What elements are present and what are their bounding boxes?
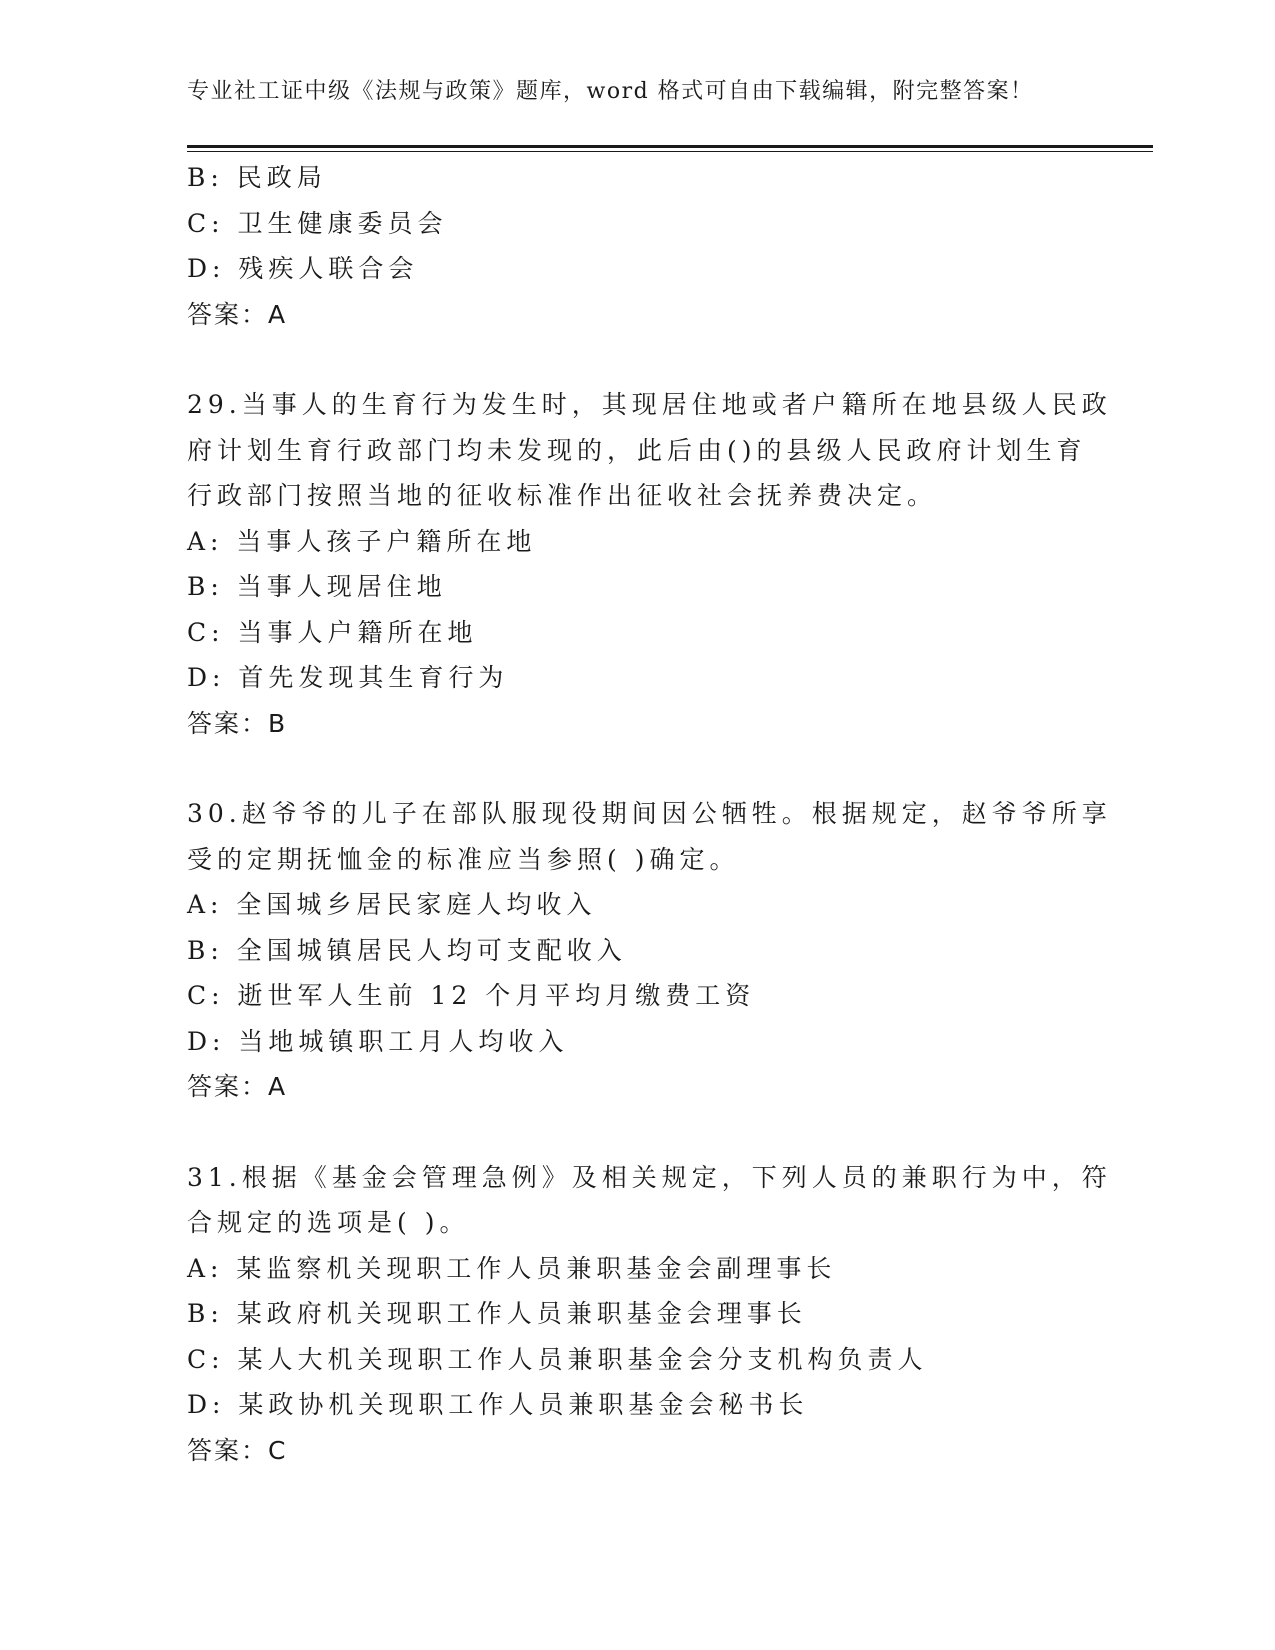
- question-stem-line: 受的定期抚恤金的标准应当参照( )确定。: [187, 844, 740, 874]
- answer-line: 答案：A: [187, 1072, 288, 1101]
- option-d: D: 残疾人联合会: [187, 254, 419, 283]
- option-b: B: 全国城镇居民人均可支配收入: [187, 935, 627, 965]
- question-block: [187, 382, 1112, 746]
- option-b: B: 民政局: [187, 163, 327, 192]
- option-d: D: 首先发现其生育行为: [187, 663, 509, 692]
- option-d: D: 某政协机关现职工作人员兼职基金会秘书长: [187, 1390, 809, 1419]
- option-a: A: 当事人孩子户籍所在地: [187, 526, 537, 556]
- option-c: C: 某人大机关现职工作人员兼职基金会分支机构负责人: [187, 1344, 928, 1374]
- option-a: A: 全国城乡居民家庭人均收入: [187, 890, 597, 919]
- answer-line: 答案：C: [187, 1435, 288, 1465]
- option-c: C: 逝世军人生前 12 个月平均月缴费工资: [187, 981, 756, 1010]
- option-a: A: 某监察机关现职工作人员兼职基金会副理事长: [187, 1253, 837, 1283]
- answer-line: 答案：B: [187, 708, 288, 738]
- option-d: D: 当地城镇职工月人均收入: [187, 1026, 569, 1056]
- question-block: [187, 155, 1067, 337]
- question-stem-line: 30.赵爷爷的儿子在部队服现役期间因公牺牲。根据规定，赵爷爷所享: [187, 799, 1112, 828]
- question-stem-line: 29.当事人的生育行为发生时，其现居住地或者户籍所在地县级人民政: [187, 390, 1112, 419]
- header-rule-thick: [187, 145, 1153, 148]
- question-stem-line: 府计划生育行政部门均未发现的，此后由()的县级人民政府计划生育: [187, 435, 1087, 465]
- question-block: [187, 791, 1112, 1110]
- question-stem-line: 合规定的选项是( )。: [187, 1208, 470, 1237]
- question-list: [187, 155, 1112, 1473]
- option-b: B: 某政府机关现职工作人员兼职基金会理事长: [187, 1299, 807, 1328]
- option-c: C: 卫生健康委员会: [187, 208, 448, 238]
- option-b: B: 当事人现居住地: [187, 572, 447, 601]
- question-block: [187, 1155, 1112, 1474]
- question-stem-line: 31.根据《基金会管理急例》及相关规定，下列人员的兼职行为中，符: [187, 1162, 1112, 1192]
- header-rule-thin: [187, 151, 1153, 152]
- option-c: C: 当事人户籍所在地: [187, 617, 478, 647]
- answer-line: 答案：A: [187, 299, 288, 329]
- question-stem-line: 行政部门按照当地的征收标准作出征收社会抚养费决定。: [187, 481, 938, 510]
- page-header: 专业社工证中级《法规与政策》题库，word 格式可自由下载编辑，附完整答案！: [187, 79, 1034, 104]
